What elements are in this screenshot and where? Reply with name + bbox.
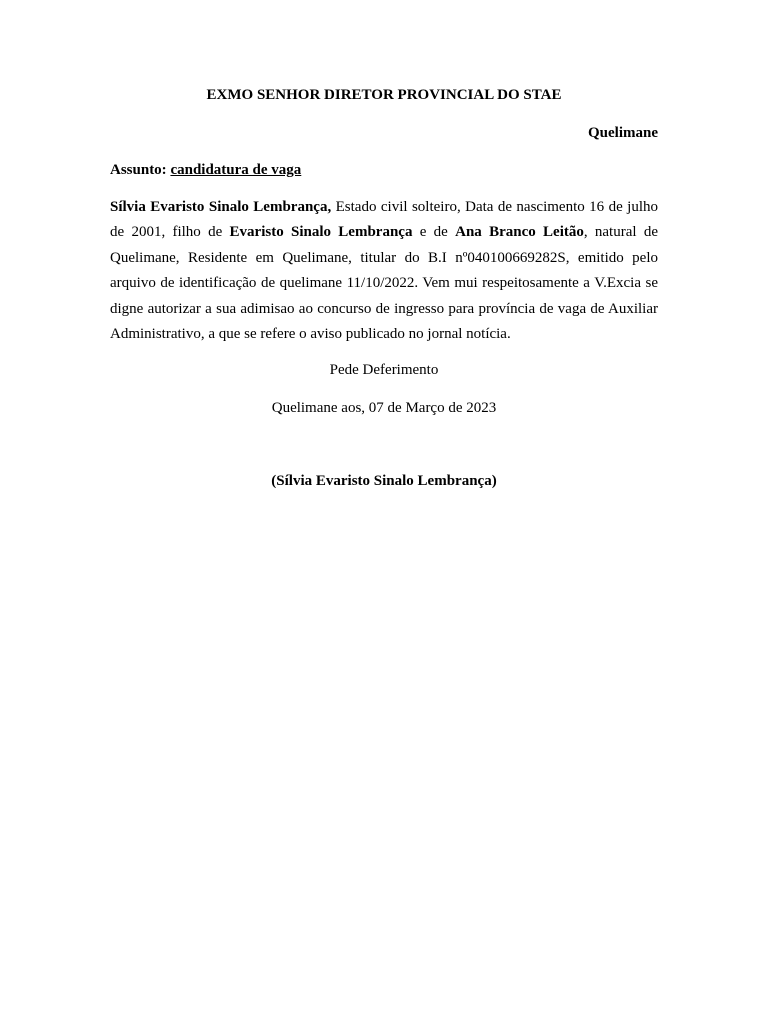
body-text-part-2: e de [412,224,456,241]
father-name: Evaristo Sinalo Lembrança [229,224,413,241]
mother-name: Ana Branco Leitão [455,224,584,241]
body-text-part-1: Estado civil solteiro, Data de nascimento 16 de julho de 2001, filho de [110,199,658,241]
subject-value: candidatura de vaga [170,162,302,178]
city-line: Quelimane [588,125,658,141]
document-heading: EXMO SENHOR DIRETOR PROVINCIAL DO STAE [206,87,562,103]
applicant-name: Sílvia Evaristo Sinalo Lembrança, [110,199,332,215]
body-paragraph [110,195,658,347]
body-text-part-3: , natural de Quelimane, Residente em Quelimane, titular do B.I nº040100669282S, emitido pelo arquivo de identificação de quelimane 11/10/2022. Vem mui respeitosamente a V.Excia se digne autorizar a sua adimisao ao concurso de ingresso para província de vaga de Auxiliar Administrativo, a que se refere o aviso publicado no jornal notícia. [110,224,658,343]
subject-line [110,161,301,179]
place-date-line: Quelimane aos, 07 de Março de 2023 [271,400,497,416]
closing-line: Pede Deferimento [329,362,439,378]
signature-line: (Sílvia Evaristo Sinalo Lembrança) [271,473,497,489]
subject-label: Assunto: [110,162,167,178]
